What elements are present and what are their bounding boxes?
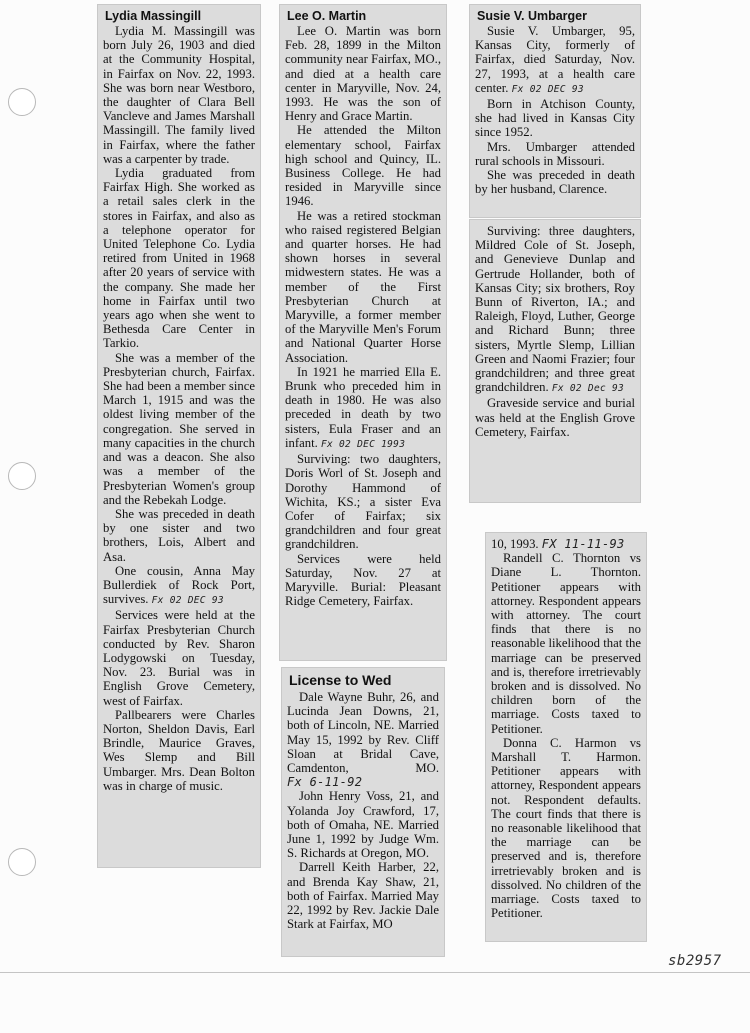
obituary-paragraph: Lee O. Martin was born Feb. 28, 1899 in the Milton community near Fairfax, MO., and died at a health care center in Maryville, Nov. 24, 1993. He was the son of Henry and Grace Martin.: [285, 24, 441, 124]
obituary-susie-umbarger: [470, 5, 640, 217]
obituary-paragraph: Services were held Saturday, Nov. 27 at Maryville. Burial: Pleasant Ridge Cemetery, Fairfax.: [285, 551, 441, 609]
obituary-paragraph: Mrs. Umbarger attended rural schools in Missouri.: [475, 139, 635, 168]
paragraph-text: In 1921 he married Ella E. Brunk who preceded him in death in 1980. He was also preceded in death by two sisters, Eula Fraser and an infant.: [285, 364, 441, 450]
handwritten-date-note: Fx 02 DEC 93: [511, 83, 584, 95]
punch-hole: [8, 88, 36, 116]
obituary-paragraph: She was a member of the Presbyterian church, Fairfax. She had been a member since March 1, 1915 and was the oldest living member of the congregation. She served in many capacities in the church and was a deacon. She also was a member of the Presbyterian Women's group and the Rebekah Lodge.: [103, 350, 255, 507]
paragraph-text: 10, 1993.: [491, 537, 539, 551]
obituary-paragraph: [103, 564, 255, 609]
obituary-paragraph: Lydia graduated from Fairfax High. She worked as a retail sales clerk in the stores in Fairfax, and also as a telephone operator for United Telephone Co. Lydia retired from United in 1968 after 20 years of service with the company. She made her home in Fairfax until two years ago when she went to Bethesda Care Center in Tarkio.: [103, 166, 255, 351]
license-entry: John Henry Voss, 21, and Yolanda Joy Crawford, 17, both of Omaha, NE. Married June 1, 1992 by Judge Wm. S. Richards at Oregon, MO.: [287, 789, 439, 861]
handwritten-date-note: Fx 02 DEC 1993: [320, 438, 406, 450]
license-entry: Darrell Keith Harber, 22, and Brenda Kay Shaw, 21, both of Fairfax. Married May 22, 1992 by Rev. Jackie Dale Stark at Fairfax, MO: [287, 860, 439, 932]
obituary-paragraph: Graveside service and burial was held at the English Grove Cemetery, Fairfax.: [475, 396, 635, 439]
punch-hole: [8, 462, 36, 490]
obituary-paragraph: Services were held at the Fairfax Presbyterian Church conducted by Rev. Sharon Lodygowski on Tuesday, Nov. 23. Burial was in English Grove Cemetery, west of Fairfax.: [103, 608, 255, 708]
section-title: License to Wed: [289, 672, 392, 688]
handwritten-date-note: FX 11-11-93: [541, 537, 625, 551]
obituary-paragraph: He was a retired stockman who raised registered Belgian and quarter horses. He had shown horses in several midwestern states. He was a member of the First Presbyterian Church at Maryville, a former member of the Maryville Men's Forum and National Quarter Horse Association.: [285, 208, 441, 365]
obituary-paragraph: [285, 365, 441, 452]
catalog-number: sb2957: [668, 953, 722, 969]
obituary-paragraph: She was preceded in death by her husband, Clarence.: [475, 168, 635, 197]
punch-hole: [8, 848, 36, 876]
handwritten-date-note: Fx 02 Dec 93: [551, 383, 625, 395]
handwritten-date-note: Fx 6-11-92: [287, 775, 363, 790]
notice-lead: [491, 537, 641, 551]
paragraph-text: Susie V. Umbarger, 95, Kansas City, formerly of Fairfax, died Saturday, Nov. 27, 1993, at a health care center.: [475, 24, 635, 95]
obituary-paragraph: Born in Atchison County, she had lived in Kansas City since 1952.: [475, 97, 635, 140]
notice-paragraph: Randell C. Thornton vs Diane L. Thornton. Petitioner appears with attorney. Respondent appears with attorney. The court finds that there is no reasonable likelihood that the marriage can be preserved and is, therefore irretrievably broken and is dissolved. No children born of the marriage. Costs taxed to Petitioner.: [491, 551, 641, 736]
handwritten-date-note: Fx 02 DEC 93: [151, 595, 224, 607]
obituary-paragraph: She was preceded in death by one sister and two brothers, Lois, Albert and Asa.: [103, 506, 255, 564]
dissolution-notices: [486, 533, 646, 941]
obituary-susie-umbarger-continued: [470, 220, 640, 502]
license-entry: [287, 690, 439, 789]
paragraph-text: One cousin, Anna May Bullerdiek of Rock Port, survives.: [103, 563, 255, 607]
obituary-title: Lydia Massingill: [105, 9, 202, 23]
obituary-lee-martin: [280, 5, 446, 660]
obituary-paragraph: Surviving: two daughters, Doris Worl of St. Joseph and Dorothy Hammond of Wichita, KS.; a sister Eva Cofer of Fairfax; six grandchildren and four great grandchildren.: [285, 452, 441, 552]
page-edge-line: [0, 972, 750, 973]
obituary-lydia-massingill: [98, 5, 260, 867]
paragraph-text: Surviving: three daughters, Mildred Cole of St. Joseph, and Genevieve Dunlap and Gertrude Hollander, both of Kansas City; six brothers, Roy Bunn of Riverton, IA.; and Raleigh, Floyd, Luther, George and Richard Bunn; three sisters, Myrtle Slemp, Lillian Green and Naomi Frazier; four grandchildren; and three great grandchildren.: [475, 224, 635, 395]
obituary-paragraph: [475, 24, 635, 97]
notice-paragraph: Donna C. Harmon vs Marshall T. Harmon. Petitioner appears with attorney, Respondent appears not. Respondent defaults. The court finds that there is no reasonable likelihood that the marriage can be preserved and is, therefore irretrievably broken and is dissolved. No children of the marriage. Costs taxed to Petitioner.: [491, 735, 641, 921]
obituary-title: Lee O. Martin: [287, 9, 367, 23]
obituary-paragraph: Pallbearers were Charles Norton, Sheldon Davis, Earl Brindle, Maurice Graves, Wes Slemp and Bill Umbarger. Mrs. Dean Bolton was in charge of music.: [103, 707, 255, 793]
obituary-paragraph: Lydia M. Massingill was born July 26, 1903 and died at the Community Hospital, in Fairfax on Nov. 22, 1993. She was born near Westboro, the daughter of Clara Bell Vancleve and James Marshall Massingill. The family lived in Fairfax, where the father was a carpenter by trade.: [103, 24, 255, 166]
paragraph-text: Dale Wayne Buhr, 26, and Lucinda Jean Downs, 21, both of Lincoln, NE. Married May 15, 1992 by Rev. Cliff Sloan at Bridal Cave, Camdenton, MO.: [287, 690, 439, 776]
obituary-title: Susie V. Umbarger: [477, 9, 588, 23]
license-to-wed-section: [282, 668, 444, 956]
obituary-paragraph: He attended the Milton elementary school, Fairfax high school and Quincy, IL. Business College. He had resided in Maryville since 1946.: [285, 123, 441, 209]
obituary-paragraph: [475, 224, 635, 396]
